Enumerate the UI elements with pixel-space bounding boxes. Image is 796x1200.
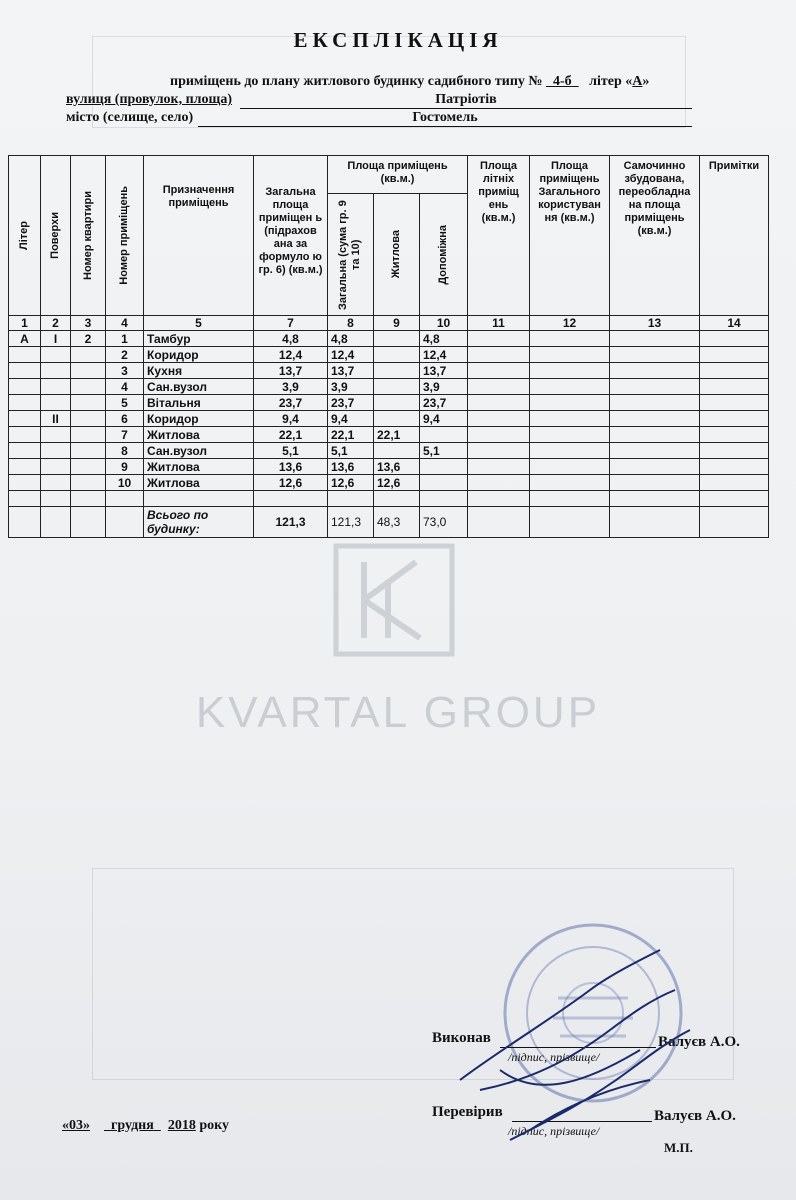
litera-prefix: літер «: [589, 74, 633, 89]
table-row: [9, 363, 769, 379]
cell-total: 13,6: [254, 459, 328, 475]
date-month: [104, 1118, 161, 1133]
cell-empty: [468, 331, 530, 347]
cell-living: [374, 395, 420, 411]
checked-hint: /підпис, прізвище/: [508, 1124, 600, 1138]
cell-apt: [71, 395, 106, 411]
cell-num: 9: [106, 459, 144, 475]
cell-empty: [468, 411, 530, 427]
cell: [700, 507, 769, 538]
explication-table: [8, 155, 769, 538]
cell-liter: [9, 363, 41, 379]
cell-apt: [71, 363, 106, 379]
total-label: Всього по будинку:: [144, 507, 254, 538]
header-room-number-text: Номер приміщень: [118, 186, 130, 285]
cell-empty: [144, 491, 254, 507]
cell-empty: [328, 491, 374, 507]
city-label-text: місто (селище, село): [66, 110, 194, 125]
cell-t8: 12,4: [328, 347, 374, 363]
colnum: 1: [9, 316, 41, 331]
cell-floor: [41, 395, 71, 411]
cell-empty: [700, 491, 769, 507]
cell: [530, 507, 610, 538]
cell-aux: [420, 427, 468, 443]
cell-total: 9,4: [254, 411, 328, 427]
cell-floor: I: [41, 331, 71, 347]
cell-apt: 2: [71, 331, 106, 347]
mp-label: М.П.: [664, 1140, 693, 1155]
cell-apt: [71, 379, 106, 395]
cell-purpose: Тамбур: [144, 331, 254, 347]
cell-purpose: Житлова: [144, 427, 254, 443]
cell-purpose: Коридор: [144, 347, 254, 363]
cell-purpose: Сан.вузол: [144, 443, 254, 459]
cell-t8: 4,8: [328, 331, 374, 347]
cell-empty: [106, 491, 144, 507]
cell-total: 13,7: [254, 363, 328, 379]
header-notes: Примітки: [700, 156, 769, 316]
header-rooms-area-group: Площа приміщень (кв.м.): [328, 156, 468, 194]
cell-living: 13,6: [374, 459, 420, 475]
cell-living: [374, 379, 420, 395]
total-area-value: 121,3: [254, 507, 328, 538]
cell-aux: 9,4: [420, 411, 468, 427]
date-suffix: року: [199, 1118, 229, 1133]
cell-empty: [468, 347, 530, 363]
table-row-empty: [9, 491, 769, 507]
cell-liter: [9, 379, 41, 395]
header-apartment-text: Номер квартири: [81, 191, 94, 280]
cell-aux: [420, 459, 468, 475]
cell-empty: [468, 491, 530, 507]
cell-total: 22,1: [254, 427, 328, 443]
cell-living: [374, 363, 420, 379]
cell-empty: [700, 331, 769, 347]
table-row: [9, 427, 769, 443]
cell-num: 2: [106, 347, 144, 363]
colnum: 10: [420, 316, 468, 331]
cell-aux: 5,1: [420, 443, 468, 459]
cell-liter: [9, 459, 41, 475]
header-living-text: Житлова: [390, 230, 402, 279]
kvartal-logo-icon: [330, 540, 458, 660]
cell-num: 5: [106, 395, 144, 411]
cell-num: 7: [106, 427, 144, 443]
header-living: [374, 194, 420, 316]
header-unauthorized: Самочинно збудована, переобладна на площа приміщень (кв.м.): [610, 156, 700, 316]
street-label: [66, 92, 232, 108]
cell-living: [374, 411, 420, 427]
total-row: [9, 507, 769, 538]
cell-apt: [71, 411, 106, 427]
cell-total: 5,1: [254, 443, 328, 459]
cell-living: [374, 347, 420, 363]
cell-empty: [610, 363, 700, 379]
header-rooms-total: [328, 194, 374, 316]
cell-empty: [700, 427, 769, 443]
table-row: [9, 443, 769, 459]
cell-empty: [700, 459, 769, 475]
colnum: 14: [700, 316, 769, 331]
column-numbers-row: [9, 316, 769, 331]
cell-t8: 23,7: [328, 395, 374, 411]
cell-aux: 3,9: [420, 379, 468, 395]
cell-t8: 13,7: [328, 363, 374, 379]
cell-empty: [700, 347, 769, 363]
cell-apt: [71, 443, 106, 459]
cell-empty: [374, 491, 420, 507]
cell-empty: [610, 331, 700, 347]
cell-total: 3,9: [254, 379, 328, 395]
performed-label: Виконав: [432, 1030, 491, 1046]
cell-aux: [420, 475, 468, 491]
cell-total: 12,4: [254, 347, 328, 363]
table-row: [9, 395, 769, 411]
cell: [71, 507, 106, 538]
cell-empty: [610, 395, 700, 411]
cell-empty: [530, 411, 610, 427]
cell-empty: [468, 427, 530, 443]
litera-suffix: »: [642, 74, 650, 89]
document-subtitle: [170, 74, 649, 90]
cell-floor: [41, 475, 71, 491]
cell-floor: II: [41, 411, 71, 427]
cell: [9, 507, 41, 538]
cell-empty: [468, 395, 530, 411]
header-floor: [41, 156, 71, 316]
cell-apt: [71, 427, 106, 443]
colnum: 8: [328, 316, 374, 331]
cell-empty: [610, 379, 700, 395]
cell: [41, 507, 71, 538]
cell-floor: [41, 379, 71, 395]
checked-label: Перевірив: [432, 1104, 503, 1120]
cell-empty: [468, 363, 530, 379]
table-row: [9, 411, 769, 427]
table-rows: [9, 331, 769, 507]
colnum: 12: [530, 316, 610, 331]
total-rooms-value: 121,3: [328, 507, 374, 538]
cell-total: 12,6: [254, 475, 328, 491]
cell-empty: [530, 379, 610, 395]
cell-purpose: Сан.вузол: [144, 379, 254, 395]
cell-num: 8: [106, 443, 144, 459]
cell-floor: [41, 443, 71, 459]
table-row: [9, 475, 769, 491]
litera-value: А: [632, 74, 643, 89]
cell-t8: 12,6: [328, 475, 374, 491]
cell-t8: 22,1: [328, 427, 374, 443]
cell-purpose: Кухня: [144, 363, 254, 379]
cell-empty: [700, 411, 769, 427]
cell-floor: [41, 427, 71, 443]
colnum: 11: [468, 316, 530, 331]
colnum: 9: [374, 316, 420, 331]
colnum: 2: [41, 316, 71, 331]
cell-t8: 13,6: [328, 459, 374, 475]
table-row: [9, 347, 769, 363]
cell-t8: 3,9: [328, 379, 374, 395]
cell-empty: [530, 475, 610, 491]
cell-purpose: Коридор: [144, 411, 254, 427]
cell-num: 4: [106, 379, 144, 395]
colnum: 4: [106, 316, 144, 331]
colnum: 13: [610, 316, 700, 331]
header-liter: [9, 156, 41, 316]
cell: [610, 507, 700, 538]
cell-empty: [610, 347, 700, 363]
cell-living: [374, 331, 420, 347]
header-room-number: [106, 156, 144, 316]
cell-empty: [700, 475, 769, 491]
total-aux-value: 73,0: [420, 507, 468, 538]
cell-liter: [9, 427, 41, 443]
watermark-text: KVARTAL GROUP: [195, 688, 601, 737]
header-floor-text: Поверхи: [49, 212, 61, 259]
table-row: [9, 459, 769, 475]
cell-empty: [610, 491, 700, 507]
document-title: ЕКСПЛІКАЦІЯ: [293, 28, 503, 52]
cell-empty: [610, 459, 700, 475]
table-row: [9, 331, 769, 347]
cell-empty: [468, 459, 530, 475]
cell-apt: [71, 347, 106, 363]
cell-num: 6: [106, 411, 144, 427]
cell-liter: [9, 443, 41, 459]
total-living-value: 48,3: [374, 507, 420, 538]
city-value: Гостомель: [198, 110, 692, 127]
cell-num: 10: [106, 475, 144, 491]
cell-empty: [530, 459, 610, 475]
cell: [468, 507, 530, 538]
cell-empty: [700, 379, 769, 395]
cell-apt: [71, 475, 106, 491]
cell-empty: [530, 363, 610, 379]
header-auxiliary-text: Допоміжна: [437, 224, 449, 285]
cell-empty: [468, 379, 530, 395]
performed-name: Валуєв А.О.: [658, 1034, 740, 1050]
cell-empty: [530, 491, 610, 507]
cell-empty: [530, 395, 610, 411]
header-purpose: Призначення приміщень: [144, 156, 254, 316]
handwritten-signature-icon: [440, 930, 700, 1150]
cell-living: [374, 443, 420, 459]
cell-living: 12,6: [374, 475, 420, 491]
cell-empty: [254, 491, 328, 507]
cell-empty: [420, 491, 468, 507]
cell-aux: 4,8: [420, 331, 468, 347]
cell-empty: [468, 443, 530, 459]
header-auxiliary: [420, 194, 468, 316]
cell-t8: 9,4: [328, 411, 374, 427]
cell-empty: [530, 427, 610, 443]
cell-empty: [71, 491, 106, 507]
cell-empty: [700, 395, 769, 411]
cell-floor: [41, 363, 71, 379]
cell-empty: [610, 475, 700, 491]
cell-empty: [530, 443, 610, 459]
header-apartment: [71, 156, 106, 316]
checked-name: Валуєв А.О.: [654, 1108, 736, 1124]
cell-aux: 23,7: [420, 395, 468, 411]
cell-liter: [9, 395, 41, 411]
colnum: 5: [144, 316, 254, 331]
cell-floor: [41, 459, 71, 475]
city-label: [66, 110, 193, 126]
date-day: «03»: [62, 1118, 90, 1133]
cell-empty: [41, 491, 71, 507]
cell: [106, 507, 144, 538]
cell-apt: [71, 459, 106, 475]
cell-empty: [700, 363, 769, 379]
date-row: [62, 1118, 229, 1134]
cell-total: 4,8: [254, 331, 328, 347]
date-year: 2018: [167, 1118, 196, 1133]
cell-num: 1: [106, 331, 144, 347]
cell-liter: А: [9, 331, 41, 347]
header-rooms-total-text: Загальна (сума гр. 9 та 10): [336, 199, 362, 310]
cell-aux: 12,4: [420, 347, 468, 363]
street-value: Патріотів: [240, 92, 692, 109]
header-liter-text: Літер: [18, 221, 30, 250]
cell-empty: [610, 411, 700, 427]
cell-purpose: Житлова: [144, 459, 254, 475]
cell-purpose: Вітальня: [144, 395, 254, 411]
header-common: Площа приміщень Загального користуван ня (кв.м.): [530, 156, 610, 316]
cell-living: 22,1: [374, 427, 420, 443]
cell-liter: [9, 347, 41, 363]
cell-purpose: Житлова: [144, 475, 254, 491]
table-row: [9, 379, 769, 395]
cell-total: 23,7: [254, 395, 328, 411]
house-number: [546, 74, 579, 89]
cell-empty: [9, 491, 41, 507]
cell-aux: 13,7: [420, 363, 468, 379]
cell-empty: [610, 443, 700, 459]
house-number-value: 4-б: [553, 74, 572, 89]
colnum: 3: [71, 316, 106, 331]
cell-empty: [530, 347, 610, 363]
cell-floor: [41, 347, 71, 363]
colnum: 7: [254, 316, 328, 331]
cell-t8: 5,1: [328, 443, 374, 459]
cell-empty: [700, 443, 769, 459]
cell-empty: [530, 331, 610, 347]
header-summer: Площа літніх приміщ ень (кв.м.): [468, 156, 530, 316]
header-total-area: Загальна площа приміщен ь (підрахов ана за формуло ю гр. 6) (кв.м.): [254, 156, 328, 316]
date-month-value: грудня: [111, 1118, 154, 1133]
cell-num: 3: [106, 363, 144, 379]
cell-empty: [468, 475, 530, 491]
subtitle-prefix: приміщень до плану житлового будинку садибного типу №: [170, 74, 543, 89]
cell-liter: [9, 475, 41, 491]
performed-hint: /підпис, прізвище/: [508, 1050, 600, 1064]
cell-empty: [610, 427, 700, 443]
cell-liter: [9, 411, 41, 427]
street-label-text: вулиця (провулок, площа): [66, 92, 233, 107]
